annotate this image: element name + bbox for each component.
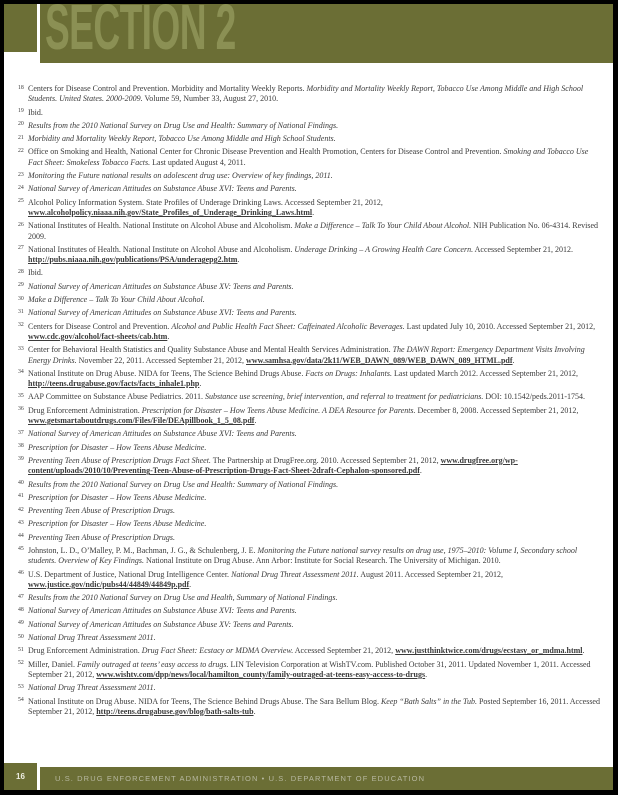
reference-text: National Institutes of Health. National Institute on Alcohol Abuse and Alcoholism.: [28, 221, 295, 231]
reference-text: .: [582, 646, 585, 656]
page-footer: [40, 767, 613, 790]
reference-number: 19: [18, 108, 24, 115]
reference-item: [18, 282, 601, 292]
reference-item: [18, 295, 601, 305]
reference-text: Drug Enforcement Administration.: [28, 405, 142, 415]
reference-item: [18, 546, 601, 567]
page-number: 16: [4, 763, 37, 790]
document-page: [4, 4, 613, 790]
reference-item: [18, 633, 601, 643]
reference-number: 36: [18, 406, 24, 413]
reference-text: .: [419, 466, 422, 476]
reference-number: 40: [18, 480, 24, 486]
reference-number: 44: [18, 533, 24, 540]
reference-text: Monitoring the Future national survey results on drug use, 1975–2010: Volume I, Secondary school students. Overview of Key Findings.: [28, 545, 578, 566]
reference-item: [18, 345, 601, 366]
reference-item: [18, 443, 601, 453]
reference-text: National Institute on Drug Abuse. Ann Arbor: Institute for Social Research. The University of Michigan. 2010.: [143, 556, 501, 566]
reference-number: 37: [18, 429, 24, 436]
reference-text: Prescription for Disaster – How Teens Abuse Medicine.: [28, 519, 207, 529]
reference-item: [18, 533, 601, 543]
reference-text: Prescription for Disaster – How Teens Abuse Medicine.: [28, 442, 207, 452]
reference-text: National Institutes of Health. National Institute on Alcohol Abuse and Alcoholism.: [28, 244, 295, 254]
reference-number: 49: [18, 620, 24, 627]
reference-number: 50: [18, 633, 24, 640]
reference-item: [18, 84, 601, 105]
section-header: [40, 4, 613, 63]
reference-text: Prescription for Disaster – How Teens Abuse Medicine.: [28, 492, 207, 502]
reference-number: 27: [18, 245, 24, 252]
reference-item: [18, 147, 601, 168]
reference-item: [18, 570, 601, 591]
section-title: SECTION 2: [45, 4, 236, 63]
reference-text: The Partnership at DrugFree.org. 2010. Accessed September 21, 2012,: [210, 455, 441, 465]
reference-number: 42: [18, 506, 24, 513]
reference-text: .: [199, 379, 202, 389]
reference-item: [18, 620, 601, 630]
reference-item: [18, 268, 601, 278]
reference-number: 38: [18, 443, 24, 450]
reference-text: .: [167, 331, 170, 341]
reference-text: The DAWN Report: Emergency Department Visits Involving Energy Drinks.: [28, 345, 585, 365]
reference-item: [18, 406, 601, 427]
reference-item: [18, 429, 601, 439]
reference-text: National Survey of American Attitudes on Substance Abuse XVI: Teens and Parents.: [28, 308, 297, 318]
reference-text: Keep “Bath Salts” in the Tub.: [380, 696, 477, 706]
reference-text: National Drug Threat Assessment 2011.: [231, 569, 359, 579]
reference-link[interactable]: www.drugfree.org/wp-content/uploads/2010/10/Preventing-Teen-Abuse-of-Prescription-Drugs-Fact-Sheet-2draft-Cephalon-sponsored.pdf: [28, 455, 518, 476]
reference-number: 51: [18, 646, 24, 653]
reference-number: 24: [18, 184, 24, 191]
reference-item: [18, 593, 601, 603]
reference-item: [18, 493, 601, 503]
reference-item: [18, 245, 601, 266]
reference-text: Volume 59, Number 33, August 27, 2010.: [142, 94, 279, 104]
reference-number: 18: [18, 84, 24, 91]
reference-number: 32: [18, 322, 24, 329]
reference-number: 34: [18, 369, 24, 376]
reference-link[interactable]: http://teens.drugabuse.gov/facts/facts_inhale1.php: [28, 379, 200, 389]
reference-text: Last updated August 4, 2011.: [150, 157, 246, 167]
reference-text: Monitoring the Future national results on adolescent drug use: Overview of key findings, 2011.: [28, 171, 333, 181]
reference-text: Smoking and Tobacco Use Fact Sheet: Smokeless Tobacco Facts.: [28, 147, 589, 167]
reference-text: November 22, 2011. Accessed September 21, 2012,: [76, 355, 247, 365]
reference-text: Miller, Daniel.: [28, 659, 77, 669]
reference-number: 46: [18, 570, 24, 577]
reference-text: LIN Television Corporation at WishTV.com. Published October 31, 2011. Updated November 1, 2011. Accessed September 21, 2012,: [28, 659, 591, 679]
reference-text: National Survey of American Attitudes on Substance Abuse XV: Teens and Parents.: [28, 281, 294, 291]
reference-number: 25: [18, 198, 24, 205]
reference-text: Family outraged at teens’ easy access to drugs.: [77, 659, 229, 669]
reference-item: [18, 198, 601, 219]
reference-number: 29: [18, 282, 24, 289]
reference-text: .: [189, 579, 192, 589]
reference-item: [18, 519, 601, 529]
reference-number: 52: [18, 660, 24, 667]
reference-text: National Survey of American Attitudes on Substance Abuse XVI: Teens and Parents.: [28, 429, 297, 439]
reference-item: [18, 683, 601, 693]
footer-text: U.S. DRUG ENFORCEMENT ADMINISTRATION • U.S. DEPARTMENT OF EDUCATION: [55, 774, 426, 783]
reference-text: Make a Difference – Talk To Your Child About Alcohol.: [294, 221, 472, 231]
reference-text: Substance use screening, brief intervention, and referral to treatment for pediatricians.: [204, 392, 484, 402]
reference-number: 20: [18, 121, 24, 128]
reference-item: [18, 171, 601, 181]
reference-text: Preventing Teen Abuse of Prescription Drugs.: [28, 506, 175, 516]
reference-text: .: [312, 207, 315, 217]
reference-item: [18, 456, 601, 477]
reference-text: Facts on Drugs: Inhalants.: [305, 368, 392, 378]
reference-text: Results from the 2010 National Survey on Drug Use and Health: Summary of National Findings.: [28, 479, 339, 489]
reference-text: Results from the 2010 National Survey on Drug Use and Health: Summary of National Findings.: [28, 120, 339, 130]
reference-text: Centers for Disease Control and Prevention.: [28, 321, 172, 331]
reference-item: [18, 108, 601, 118]
reference-text: Drug Fact Sheet: Ecstacy or MDMA Overview.: [141, 646, 294, 656]
reference-link[interactable]: www.wishtv.com/dpp/news/local/hamilton_county/family-outraged-at-teens-easy-access-to-drugs: [96, 669, 426, 679]
reference-number: 21: [18, 134, 24, 141]
reference-item: [18, 322, 601, 343]
reference-text: Ibid.: [28, 107, 43, 117]
reference-link[interactable]: www.justice.gov/ndic/pubs44/44849/44849p.pdf: [28, 579, 190, 589]
reference-item: [18, 392, 601, 402]
reference-item: [18, 646, 601, 656]
reference-text: Posted September 16, 2011. Accessed September 21, 2012,: [28, 696, 600, 716]
reference-item: [18, 480, 601, 490]
reference-item: [18, 660, 601, 681]
reference-text: Alcohol Policy Information System. State Profiles of Underage Drinking Laws. Accessed September 21, 2012,: [28, 197, 383, 207]
reference-text: Morbidity and Mortality Weekly Report, Tobacco Use Among Middle and High School Students. United States. 2000-2009.: [28, 84, 584, 104]
reference-text: Center for Behavioral Health Statistics and Quality Substance Abuse and Mental Health Services Administration.: [28, 345, 393, 355]
reference-text: Ibid.: [28, 268, 43, 278]
reference-link[interactable]: www.justthinktwice.com/drugs/ecstasy_or_mdma.html: [395, 646, 583, 656]
reference-text: National Drug Threat Assessment 2011.: [28, 633, 156, 643]
reference-text: U.S. Department of Justice, National Drug Intelligence Center.: [28, 569, 232, 579]
reference-number: 45: [18, 546, 24, 553]
reference-number: 35: [18, 392, 24, 399]
reference-item: [18, 506, 601, 516]
reference-text: National Institute on Drug Abuse. NIDA for Teens, The Science Behind Drugs Abuse.: [28, 368, 306, 378]
reference-text: National Institute on Drug Abuse. NIDA for Teens, The Science Behind Drugs Abuse. The Sara Bellum Blog.: [28, 696, 381, 706]
reference-text: Office on Smoking and Health, National Center for Chronic Disease Prevention and Health Promotion, Centers for Disease Control and Prevention.: [28, 147, 504, 157]
reference-number: 41: [18, 493, 24, 500]
header-accent-square: [4, 4, 37, 52]
reference-item: [18, 308, 601, 318]
reference-text: .: [254, 416, 257, 426]
reference-item: [18, 697, 601, 718]
reference-number: 48: [18, 606, 24, 613]
reference-text: AAP Committee on Substance Abuse Pediatrics. 2011.: [28, 392, 205, 402]
reference-text: Accessed September 21, 2012.: [473, 244, 574, 254]
reference-number: 39: [18, 456, 24, 463]
reference-text: National Survey of American Attitudes on Substance Abuse XV: Teens and Parents.: [28, 619, 294, 629]
reference-link[interactable]: www.getsmartaboutdrugs.com/Files/File/DEApillbook_1_5_08.pdf: [28, 416, 255, 426]
reference-text: National Survey of American Attitudes on Substance Abuse XVI: Teens and Parents.: [28, 184, 297, 194]
reference-number: 30: [18, 295, 24, 302]
reference-text: Accessed September 21, 2012,: [293, 646, 396, 656]
reference-item: [18, 184, 601, 194]
reference-number: 22: [18, 147, 24, 154]
reference-link[interactable]: www.alcoholpolicy.niaaa.nih.gov/State_Profiles_of_Underage_Drinking_Laws.html: [28, 207, 313, 217]
reference-text: .: [425, 669, 428, 679]
reference-number: 26: [18, 221, 24, 228]
reference-link[interactable]: www.cdc.gov/alcohol/fact-sheets/cab.htm: [28, 331, 168, 341]
reference-item: [18, 369, 601, 390]
reference-item: [18, 121, 601, 131]
reference-text: Prescription for Disaster – How Teens Abuse Medicine. A DEA Resource for Parents.: [141, 405, 416, 415]
reference-text: .: [237, 255, 240, 265]
reference-text: .: [253, 706, 256, 716]
reference-text: Make a Difference – Talk To Your Child About Alcohol.: [28, 295, 205, 305]
reference-text: Johnston, L. D., O’Malley, P. M., Bachman, J. G., & Schulenberg, J. E.: [28, 545, 258, 555]
reference-link[interactable]: www.samhsa.gov/data/2k11/WEB_DAWN_089/WEB_DAWN_089_HTML.pdf: [246, 355, 513, 365]
reference-text: Results from the 2010 National Survey on Drug Use and Health, Summary of National Findings.: [28, 593, 338, 603]
reference-text: Morbidity and Mortality Weekly Report, Tobacco Use Among Middle and High School Students.: [28, 134, 336, 144]
reference-number: 47: [18, 593, 24, 600]
reference-number: 23: [18, 171, 24, 178]
reference-text: Underage Drinking – A Growing Health Care Concern.: [294, 244, 474, 254]
reference-item: [18, 606, 601, 616]
reference-number: 33: [18, 345, 24, 352]
reference-text: December 8, 2008. Accessed September 21, 2012,: [415, 405, 579, 415]
reference-text: Last updated July 10, 2010. Accessed September 21, 2012,: [404, 321, 596, 331]
reference-text: Last updated March 2012. Accessed September 21, 2012,: [392, 368, 578, 378]
reference-text: DOI: 10.1542/peds.2011-1754.: [483, 392, 586, 402]
reference-number: 28: [18, 268, 24, 275]
reference-number: 31: [18, 308, 24, 315]
reference-link[interactable]: http://teens.drugabuse.gov/blog/bath-salts-tub: [96, 706, 254, 716]
reference-text: National Survey of American Attitudes on Substance Abuse XVI: Teens and Parents.: [28, 606, 297, 616]
reference-number: 53: [18, 683, 24, 690]
reference-text: .: [512, 355, 515, 365]
reference-text: National Drug Threat Assessment 2011.: [28, 683, 156, 693]
reference-text: Centers for Disease Control and Prevention. Morbidity and Mortality Weekly Reports.: [28, 84, 307, 93]
references-list: [4, 63, 613, 763]
reference-number: 43: [18, 519, 24, 526]
reference-text: Alcohol and Public Health Fact Sheet: Caffeinated Alcoholic Beverages.: [171, 321, 405, 331]
reference-link[interactable]: http://pubs.niaaa.nih.gov/publications/PSA/underagepg2.htm: [28, 255, 238, 265]
reference-text: August 2011. Accessed September 21, 2012,: [358, 569, 504, 579]
reference-text: NIH Publication No. 06-4314. Revised 2009.: [28, 221, 599, 241]
reference-text: Preventing Teen Abuse of Prescription Drugs Fact Sheet.: [28, 455, 211, 465]
reference-item: [18, 221, 601, 242]
reference-text: Preventing Teen Abuse of Prescription Drugs.: [28, 532, 175, 542]
reference-item: [18, 134, 601, 144]
reference-number: 54: [18, 697, 24, 704]
reference-text: Drug Enforcement Administration.: [28, 646, 142, 656]
